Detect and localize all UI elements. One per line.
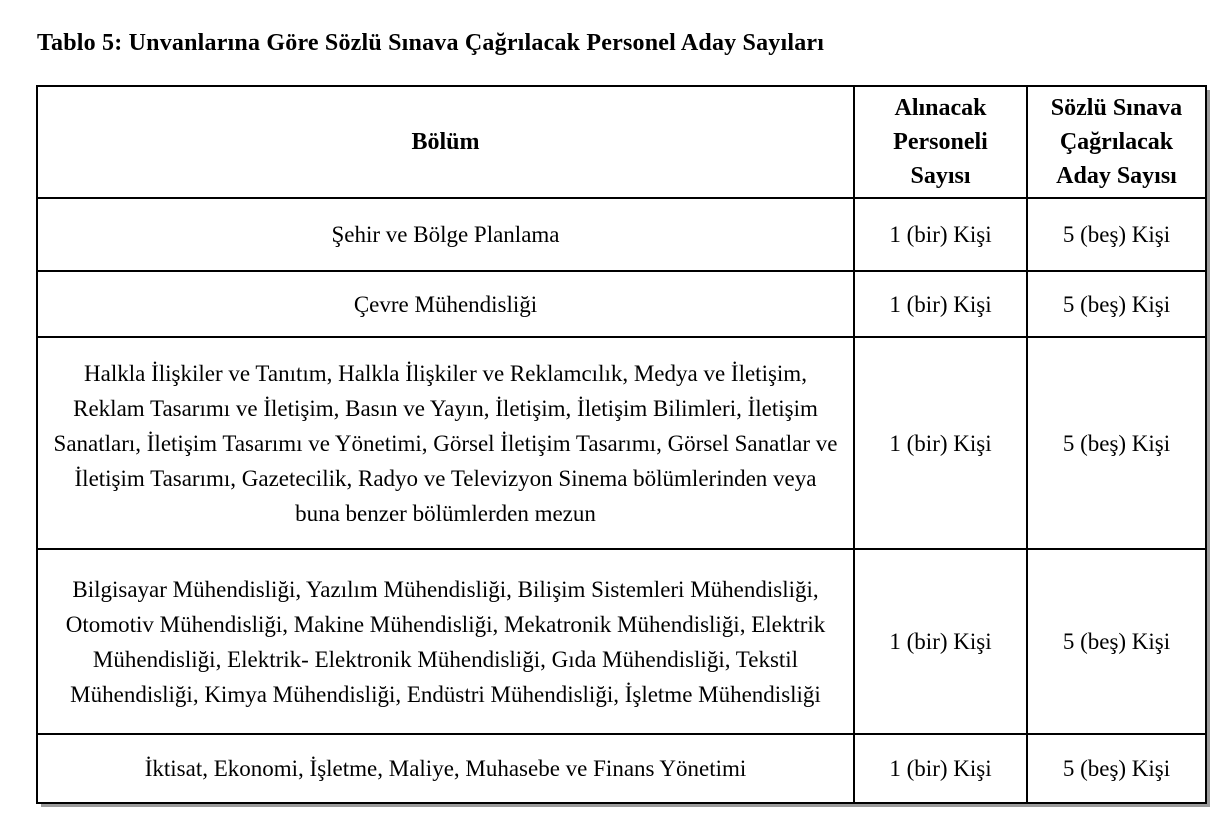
table-row <box>37 337 1206 549</box>
cell-invited-count: 5 (beş) Kişi <box>1027 337 1206 549</box>
personnel-candidates-table <box>36 85 1207 804</box>
cell-hired-count: 1 (bir) Kişi <box>854 549 1027 734</box>
cell-department: Bilgisayar Mühendisliği, Yazılım Mühendisliği, Bilişim Sistemleri Mühendisliği, Otomotiv Mühendisliği, Makine Mühendisliği, Mekatronik Mühendisliği, Elektrik Mühendisliği, Elektrik- Elektronik Mühendisliği, Gıda Mühendisliği, Tekstil Mühendisliği, Kimya Mühendisliği, Endüstri Mühendisliği, İşletme Mühendisliği <box>37 549 854 734</box>
table-row <box>37 271 1206 337</box>
column-header-hired-count: Alınacak Personeli Sayısı <box>854 86 1027 198</box>
column-header-invited-count: Sözlü Sınava Çağrılacak Aday Sayısı <box>1027 86 1206 198</box>
cell-hired-count: 1 (bir) Kişi <box>854 198 1027 271</box>
cell-invited-count: 5 (beş) Kişi <box>1027 549 1206 734</box>
cell-department: İktisat, Ekonomi, İşletme, Maliye, Muhasebe ve Finans Yönetimi <box>37 734 854 803</box>
column-header-department: Bölüm <box>37 86 854 198</box>
cell-invited-count: 5 (beş) Kişi <box>1027 734 1206 803</box>
cell-department: Çevre Mühendisliği <box>37 271 854 337</box>
cell-department: Halkla İlişkiler ve Tanıtım, Halkla İlişkiler ve Reklamcılık, Medya ve İletişim, Reklam Tasarımı ve İletişim, Basın ve Yayın, İletişim, İletişim Bilimleri, İletişim Sanatları, İletişim Tasarımı ve Yönetimi, Görsel İletişim Tasarımı, Görsel Sanatlar ve İletişim Tasarımı, Gazetecilik, Radyo ve Televizyon Sinema bölümlerinden veya buna benzer bölümlerden mezun <box>37 337 854 549</box>
cell-invited-count: 5 (beş) Kişi <box>1027 271 1206 337</box>
cell-invited-count: 5 (beş) Kişi <box>1027 198 1206 271</box>
table-header-row <box>37 86 1206 198</box>
cell-department: Şehir ve Bölge Planlama <box>37 198 854 271</box>
table-row <box>37 198 1206 271</box>
cell-hired-count: 1 (bir) Kişi <box>854 271 1027 337</box>
table-row <box>37 549 1206 734</box>
table-row <box>37 734 1206 803</box>
page-title: Tablo 5: Unvanlarına Göre Sözlü Sınava Çağrılacak Personel Aday Sayıları <box>37 30 825 56</box>
cell-hired-count: 1 (bir) Kişi <box>854 337 1027 549</box>
cell-hired-count: 1 (bir) Kişi <box>854 734 1027 803</box>
